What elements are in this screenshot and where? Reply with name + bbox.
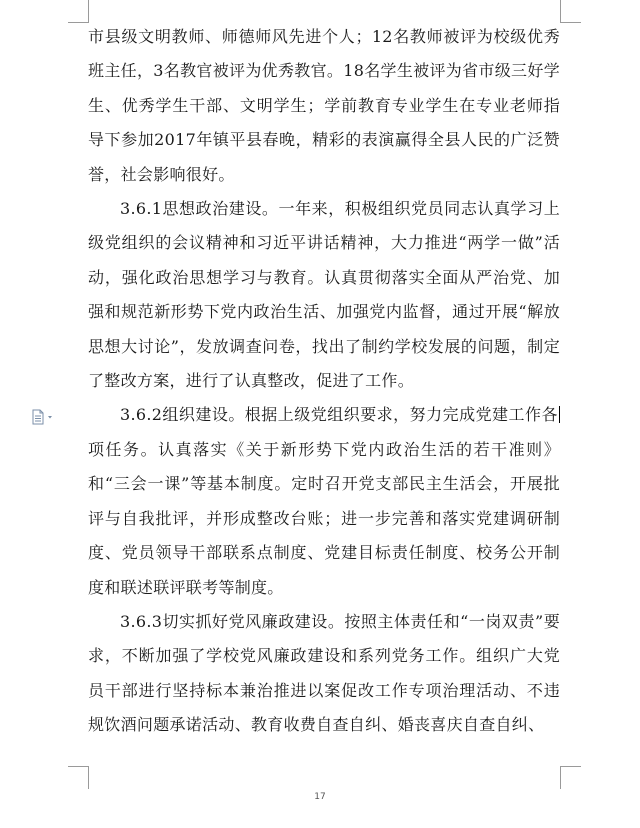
paragraph-options-icon[interactable]	[31, 409, 57, 425]
document-icon	[31, 409, 57, 425]
paragraph-organization-building	[88, 398, 560, 604]
crop-mark-bottom-right	[560, 766, 581, 789]
text-cursor	[559, 406, 560, 423]
page-number: 17	[314, 792, 326, 802]
crop-mark-top-right	[560, 0, 581, 23]
chevron-down-icon	[48, 416, 52, 419]
crop-mark-bottom-left	[68, 766, 89, 789]
paragraph-party-conduct: 3.6.3切实抓好党风廉政建设。按照主体责任和“一岗双责”要求，不断加强了学校党风廉政建设和系列党务工作。组织广大党员干部进行坚持标本兼治推进以案促改工作专项治理活动、不违规饮酒问题承诺活动、教育收费自查自纠、婚丧喜庆自查自纠、	[88, 611, 560, 735]
document-body[interactable]	[88, 20, 560, 743]
paragraph-achievements: 市县级文明教师、师德师风先进个人；12名教师被评为校级优秀班主任，3名教官被评为优秀教官。18名学生被评为省市级三好学生、优秀学生干部、文明学生；学前教育专业学生在专业老师指导下参加2017年镇平县春晚，精彩的表演赢得全县人民的广泛赞誉，社会影响很好。	[88, 27, 560, 184]
paragraph-text-before-cursor: 3.6.2组织建设。根据上级党组织要求，努力完成党建工作各	[120, 405, 558, 425]
paragraph-political-building: 3.6.1思想政治建设。一年来，积极组织党员同志认真学习上级党组织的会议精神和习近平讲话精神，大力推进“两学一做”活动，强化政治思想学习与教育。认真贯彻落实全面从严治党、加强和规范新形势下党内政治生活、加强党内监督，通过开展“解放思想大讨论”，发放调查问卷，找出了制约学校发展的问题，制定了整改方案，进行了认真整改，促进了工作。	[88, 199, 560, 391]
crop-mark-top-left	[68, 0, 89, 23]
paragraph-text-after-cursor: 项任务。认真落实《关于新形势下党内政治生活的若干准则》和“三会一课”等基本制度。定时召开党支部民主生活会，开展批评与自我批评，并形成整改台账；进一步完善和落实党建调研制度、党员领导干部联系点制度、党建目标责任制度、校务公开制度和联述联评联考等制度。	[88, 439, 560, 597]
